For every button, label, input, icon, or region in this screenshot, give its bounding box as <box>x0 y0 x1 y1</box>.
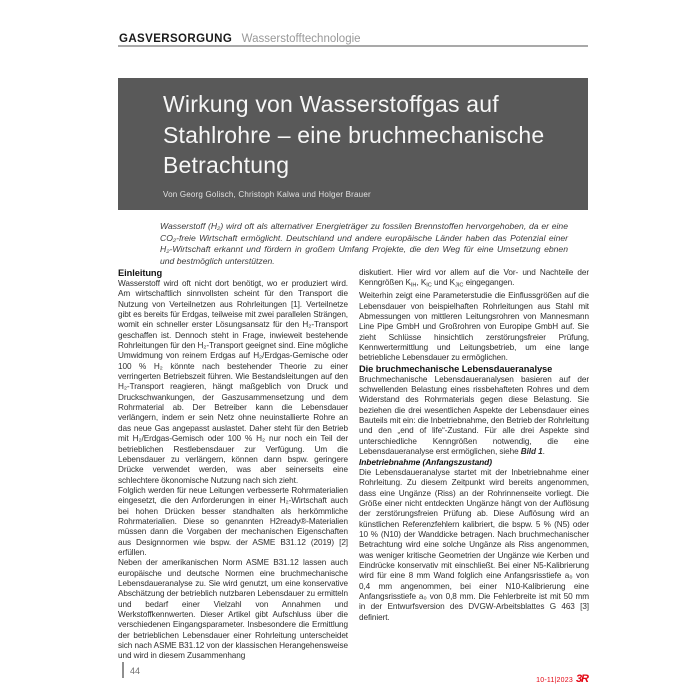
article-title-line-1: Wirkung von Wasserstoffgas auf <box>163 91 499 117</box>
paragraph-text: Bruchmechanische Lebensdaueranalysen basieren auf der schwellenden Belastung eines rissbehafteten Rohres und dem Widerstand des Rohrmaterials gegen diese Belastung. Sie beziehen die drei wesentlichen Aspekte der Lebensdauer eines Bauteils mit ein: die Inbetriebnahme, den Betrieb der Rohrleitung und den „end of life“-Zustand. Für alle drei Aspekte sind unterschiedliche Kenngrößen notwendig, die eine Lebensdaueranalyse erst ermöglichen, siehe <box>359 374 589 457</box>
paragraph-text: eingegangen. <box>463 278 515 288</box>
paragraph: Die Lebensdaueranalyse startet mit der Inbetriebnahme einer Rohrleitung. Zu diesem Zeitpunkt wird bereits angenommen, dass eine Ungänze (Riss) an der Rohrinnenseite vorliegt. Die Größe einer nicht entdeckten Ungänze hängt von der Auflösung der zerstörungsfreien Prüfung ab. Diese Auflösung wird an künstlichen Referenzfehlern kalibriert, die bspw. 5 % (N5) oder 10 % (N10) der Wanddicke betragen. Nach bruchmechanischer Betrachtung wird eine solche Ungänze als Riss angenommen, was weniger kritische Geometrien der Ungänze wie Kerben und Eindrücke konservativ mit einschließt. Bei einer N5-Kalibrierung wird für eine 8 mm Wand folglich eine Anfangsrisstiefe a₀ von 0,4 mm angenommen, bei einer N10-Kalibrierung eine Anfangsrisstiefe a₀ von 0,8 mm. Die Fehlerbreite ist mit 50 mm in der Entwurfsversion des DVGW-Arbeitsblattes G 463 [3] definiert. <box>359 467 589 622</box>
article-byline: Von Georg Golisch, Christoph Kalwa und Holger Brauer <box>163 189 371 199</box>
article-title-block <box>118 78 588 210</box>
body-column-left <box>118 268 348 666</box>
paragraph-text: . <box>542 447 545 457</box>
body-column-right <box>359 268 589 666</box>
article-title-line-2: Stahlrohre – eine bruchmechanische <box>163 121 545 148</box>
section-heading-lebensdaueranalyse: Die bruchmechanische Lebensdaueranalyse <box>359 363 553 374</box>
subscript-kjic: JIC <box>455 282 464 289</box>
subscript-kic: IC <box>426 282 432 289</box>
paragraph: Weiterhin zeigt eine Parameterstudie die Einflussgrößen auf die Lebensdauer von beispielhaften Rohrleitungen aus Stahl mit Abmessungen von mittleren Leitungsrohren von Mannesmann Line Pipe GmbH und Großrohren von Europipe GmbH auf. Sie zieht Schlüsse hinsichtlich zerstörungsfreier Prüfung, Kennwertermittlung und Leitungsbetrieb, um eine lange betriebliche Lebensdauer zu ermöglichen. <box>359 291 589 363</box>
article-abstract: Wasserstoff (H₂) wird oft als alternativer Energieträger zu fossilen Brennstoffen hervorgehoben, da er eine CO₂-freie Wirtschaft ermöglicht. Deutschland und andere europäische Länder haben das Potenzial einer H₂-Wirtschaft erkannt und fördern in großem Umfang Projekte, die den Weg für eine Umsetzung ebnen und bestmöglich unterstützen. <box>160 221 568 266</box>
footer-issue-label: 10-11|2023 <box>536 677 573 684</box>
footer-page-number: 44 <box>130 666 141 676</box>
subsection-heading-inbetriebnahme: Inbetriebnahme (Anfangszustand) <box>359 457 492 468</box>
paragraph: Neben der amerikanischen Norm ASME B31.12 lassen auch europäische und deutsche Normen eine bruchmechanische Lebensdaueranalyse zu. Sie wird genutzt, um eine konservative Abschätzung der betrieblich nutzbaren Lebensdauer zu ermitteln und bedarf einer Vielzahl von Annahmen und Werkstoffkennwerten. Dieser Artikel gibt Aufschluss über die verschiedenen Eingangsparameter. Insbesondere die Ermittlung der betrieblichen Lebensdauer einer Rohrleitung unterscheidet sich nach ASME B31.12 von der klassischen Herangehensweise und wird in diesem Zusammenhang <box>118 558 348 661</box>
kicker-divider-rule <box>118 45 588 47</box>
paragraph <box>359 268 589 291</box>
figure-reference: Bild 1 <box>520 447 543 457</box>
subscript-kih: IH <box>410 282 417 289</box>
paragraph-text: , K <box>416 278 427 288</box>
magazine-logo-3r: 3R <box>575 673 588 685</box>
paragraph-text: diskutiert. Hier wird vor allem auf die Vor- und Nachteile der Kenngrößen K <box>359 268 589 288</box>
kicker-topic-label: Wasserstofftechnologie <box>241 33 361 45</box>
paragraph <box>359 375 589 458</box>
section-heading-einleitung: Einleitung <box>118 268 163 278</box>
kicker-section-label: GASVERSORGUNG <box>119 33 233 45</box>
paragraph: Wasserstoff wird oft nicht dort benötigt, wo er produziert wird. Am wirtschaftlich sinnvollsten scheint für den Transport die Nutzung von Verteilnetzen aus Rohrleitungen [1]. Verteilnetze gibt es bereits für Erdgas, teilweise mit zwei parallelen Strängen, womit ein schneller erster Lösungsansatz für den H₂-Transport geschaffen ist. Dennoch steht in Frage, inwieweit bestehende Rohrleitungen für den H₂-Transport geeignet sind. Eine mögliche Umwidmung von reinem Erdgas auf H₂/Erdgas-Gemische oder 100 % H₂ könnte nach bestehender Theorie zu einer verringerten Betriebszeit führen. Wie Bestandsleitungen auf den H₂-Transport reagieren, hängt maßgeblich von Druck und Druckschwankungen, der Gaszusammensetzung und dem Rohrmaterial ab. Der Betreiber kann die Lebensdauer verlängern, indem er sein Netz ohne neuinstallierte Rohre an das neue Gas angepasst auslastet. Daher steht für den Betrieb mit H₂/Erdgas-Gemisch oder 100 % H₂ nur noch ein Teil der betrieblichen Restlebensdauer zur Verfügung. Um die Lebensdauer zu verlängern, können dann bspw. geringere Drücke verwendet werden, was aber seinerseits eine schlechtere ökonomische Nutzung nach sich zieht. <box>118 279 348 485</box>
paragraph-text: und K <box>431 278 456 288</box>
article-title-line-3: Betrachtung <box>163 152 290 178</box>
footer-issue-info <box>118 669 588 687</box>
paragraph: Folglich werden für neue Leitungen verbesserte Rohrmaterialien eingesetzt, die den Anforderungen in einer H₂-Wirtschaft auch bei hohen Drücken besser standhalten als herkömmliche Rohrmaterialien. Diese so genannten H2ready®-Materialien müssen dann die Vorgaben der mechanischen Eigenschaften aus Designnormen wie bspw. der ASME B31.12 (2019) [2] erfüllen. <box>118 485 348 557</box>
